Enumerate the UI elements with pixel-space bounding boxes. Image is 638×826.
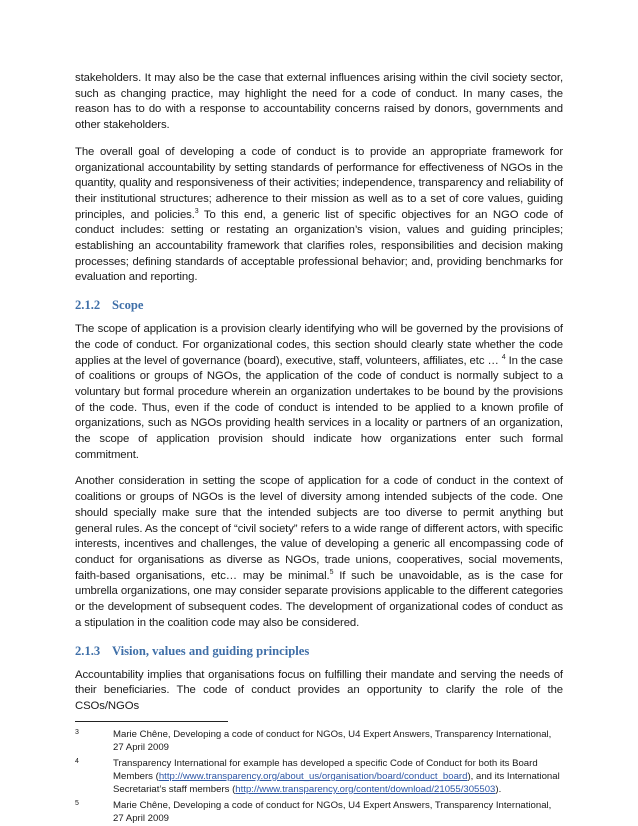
scope-text-b: In the case of coalitions or groups of NGOs, the application of the code of conduct is normally subject to a voluntary but formal procedure wherein an organization undertakes to be bound by the provisions of the code. Thus, even if the code of conduct is intended to be applied to a known profile of organizations, such as NGOs providing health services in a locality or partners of an organization, the scope of application provision should indicate how organizations enter such formal commitment.	[75, 354, 563, 461]
scope-text-a: The scope of application is a provision clearly identifying who will be governed by the provisions of the code of conduct. For organizational codes, this section should clearly state whether the code applies at the level of governance (board), executive, staff, volunteers, affiliates, etc …	[75, 323, 563, 367]
paragraph-scope-of-application	[75, 322, 563, 463]
footnote-ref-4[interactable]: 4	[501, 353, 506, 361]
footnote-ref-3[interactable]: 3	[194, 207, 199, 215]
footnote-4-body	[113, 757, 563, 796]
footnote-4-text-a: Transparency International for example has developed a specific Code of Conduct for both its Board Members (	[113, 757, 538, 782]
footnote-5-text: Marie Chêne, Developing a code of conduct for NGOs, U4 Expert Answers, Transparency International, 27 April 2009	[113, 800, 552, 825]
scope-heading-number: 2.1.2	[75, 298, 101, 313]
paragraph-stakeholders: stakeholders. It may also be the case that external influences arising within the civil society sector, such as changing practice, may highlight the need for a code of conduct. In many cases, the reason has to do with a response to accountability concerns raised by donors, governments and other stakeholders.	[75, 72, 563, 132]
footnote-4-text-b: ), and its International Secretariat’s staff members (	[113, 770, 560, 795]
footnote-ref-5[interactable]: 5	[329, 568, 334, 576]
consideration-text-b: If such be unavoidable, as is the case for umbrella organizations, one may consider separate provisions applicable to the different categories or the development of subsequent codes. The development of organizational codes of conduct as a stipulation in the coalition code may also be considered.	[75, 569, 563, 629]
overall-goal-text-b: To this end, a generic list of specific objectives for an NGO code of conduct includes: setting or restating an organization’s vision, values and guiding principles; establishing an accountability framework that clarifies roles, responsibilities and decision making processes; defining standards of acceptable professional behavior; and, providing benchmarks for evaluation and reporting.	[75, 208, 563, 284]
footnote-3-mark: 3	[75, 728, 79, 736]
section-heading-vision	[75, 643, 563, 659]
footnote-4-mark: 4	[75, 757, 79, 765]
footnote-separator	[75, 721, 228, 722]
paragraph-overall-goal	[75, 145, 563, 286]
footnote-4	[75, 757, 563, 796]
footnote-3	[75, 728, 563, 754]
vision-heading-number: 2.1.3	[75, 643, 101, 658]
consideration-text-a: Another consideration in setting the scope of application for a code of conduct in the context of coalitions or groups of NGOs is the level of diversity among intended subjects of the code. One should specially make sure that the intended subjects are too diverse to permit anything but general rules. As the concept of “civil society” refers to a wide range of different actors, with specific interests, incentives and challenges, the value of developing a generic all encompassing code of conduct for organisations as diverse as NGOs, trade unions, cooperatives, social movements, faith-based organisations, etc… may be minimal.	[75, 475, 563, 582]
board-conduct-link[interactable]: http://www.transparency.org/about_us/organisation/board/conduct_board	[158, 770, 468, 782]
scope-heading-title: Scope	[112, 298, 144, 313]
section-heading-scope	[75, 297, 563, 313]
footnote-3-text: Marie Chêne, Developing a code of conduct for NGOs, U4 Expert Answers, Transparency International, 27 April 2009	[113, 728, 552, 753]
footnote-5-mark: 5	[75, 800, 79, 808]
vision-heading-title: Vision, values and guiding principles	[112, 643, 310, 658]
overall-goal-text-a: The overall goal of developing a code of conduct is to provide an appropriate framework for organizational accountability by setting standards of performance for effectiveness of NGOs in the quantity, quality and responsiveness of their activities; independence, transparency and reliability of their institutional structures; adherence to their mission as well as to a set of core values, guiding principles, and policies.	[75, 145, 563, 221]
staff-conduct-link[interactable]: http://www.transparency.org/content/download/21055/305503	[235, 783, 496, 795]
footnote-4-text-c: ).	[495, 783, 502, 795]
paragraph-another-consideration	[75, 474, 563, 631]
paragraph-accountability: Accountability implies that organisations focus on fulfilling their mandate and serving the needs of their beneficiaries. The code of conduct provides an opportunity to clarify the role of the CSOs/NGOs	[75, 668, 563, 712]
footnote-5	[75, 799, 563, 825]
